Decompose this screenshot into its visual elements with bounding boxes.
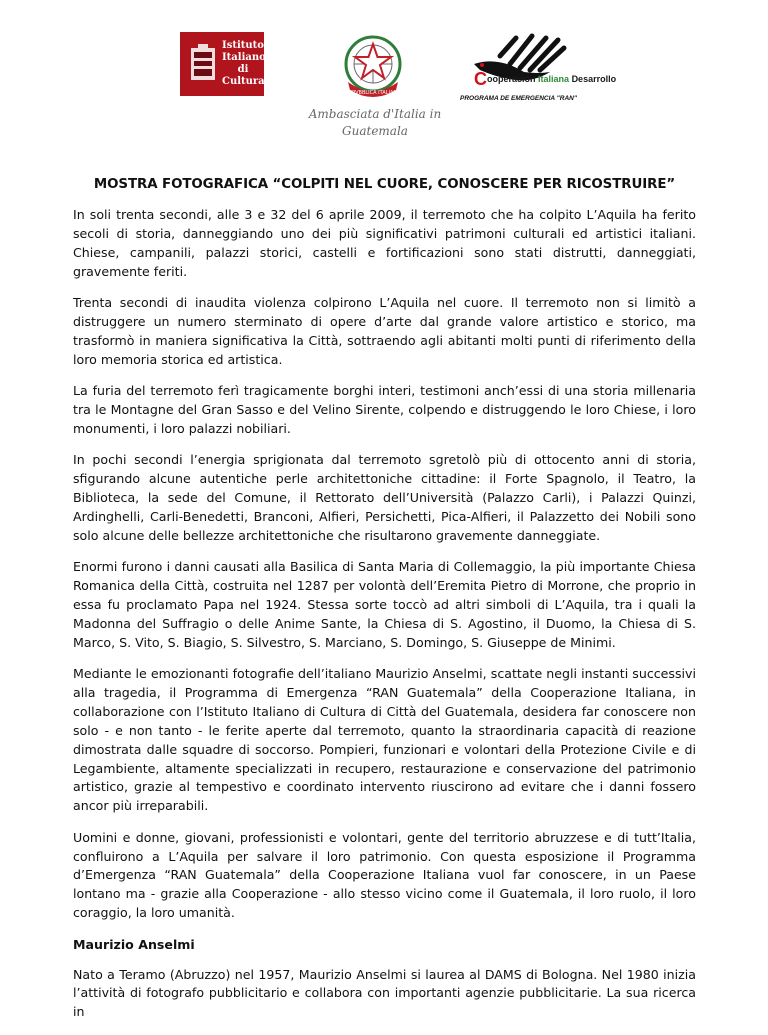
paragraph: Enormi furono i danni causati alla Basilica di Santa Maria di Collemaggio, la più importante Chiesa Romanica della Città, costruita nel 1287 per volontà dell’Eremita Pietro di Morrone, che proprio in essa fu proclamato Papa nel 1924. Stessa sorte toccò ad altri simboli di L’Aquila, tra i quali la Madonna del Suffragio o delle Anime Sante, la Chiesa di S. Agostino, il Duomo, la Chiesa di S. Marco, S. Vito, S. Biagio, S. Silvestro, S. Marciano, S. Domingo, S. Giuseppe de Minimi.: [73, 559, 696, 650]
iic-line: Cultura: [222, 76, 265, 87]
istituto-italiano-cultura-logo: [180, 32, 264, 96]
embassy-signature: [300, 106, 450, 140]
paragraph: In pochi secondi l’energia sprigionata dal terremoto sgretolò più di ottocento anni di storia, sfigurando alcune autentiche perle architettoniche cittadine: il Forte Spagnolo, il Teatro, la Biblioteca, la sede del Comune, il Rettorato dell’Università (Palazzo Carli), i Palazzi Quinzi, Ardinghelli, Carli-Benedetti, Branconi, Alfieri, Persichetti, Pica-Alfieri, il Palazzetto dei Nobili sono solo alcune delle bellezze architettoniche che risultarono gravemente danneggiate.: [73, 452, 696, 543]
paragraph: Uomini e donne, giovani, professionisti e volontari, gente del territorio abruzzese e di tutt’Italia, confluirono a L’Aquila per salvare il loro patrimonio. Con questa esposizione il Programma d’Emergenza “RAN Guatemala” della Cooperazione Italiana vuol far conoscere, in un Paese lontano ma - grazie alla Cooperazione - allo stesso vicino come il Guatemala, il loro ruolo, il loro coraggio, la loro umanità.: [73, 829, 696, 921]
iic-logo-text: [222, 40, 264, 88]
paragraph: Trenta secondi di inaudita violenza colpirono L’Aquila nel cuore. Il terremoto non si limitò a distruggere un numero sterminato di opere d’arte dal grande valore artistico e storico, ma trasformò in maniera significativa la Città, sottraendo agli abitanti molti punti di riferimento della loro memoria storica ed artistica.: [73, 295, 696, 367]
italian-republic-emblem-icon: [338, 30, 408, 102]
iic-line: Italiano: [222, 52, 266, 63]
paragraph: Nato a Teramo (Abruzzo) nel 1957, Maurizio Anselmi si laurea al DAMS di Bologna. Nel 1980 inizia l’attività di fotografo pubblicitario e collabora con importanti agenzie pubblicitarie. La sua ricerca in: [73, 966, 696, 1020]
paragraph: In soli trenta secondi, alle 3 e 32 del 6 aprile 2009, il terremoto che ha colpito L’Aquila ha ferito secoli di storia, danneggiando uno dei più significativi patrimoni culturali ed artistici italiani. Chiese, campanili, palazzi storici, castelli e fortificazioni sono stati distrutti, danneggiati, gravemente feriti.: [73, 207, 696, 279]
cooperacion-italiana-wordmark: [474, 69, 616, 90]
coop-word-desarrollo: Desarrollo: [571, 74, 617, 84]
embassy-line-1: Ambasciata d'Italia in: [308, 107, 442, 121]
coop-c-letter: C: [474, 69, 487, 89]
document-body: [73, 176, 696, 1035]
coop-word-top: ooperación: [487, 74, 536, 84]
iic-line: Istituto: [222, 40, 264, 51]
emblem-ring-text: REPVBBLICA ITALIANA: [345, 90, 401, 96]
document-title: MOSTRA FOTOGRAFICA “COLPITI NEL CUORE, CONOSCERE PER RICOSTRUIRE”: [93, 177, 676, 192]
embassy-line-2: Guatemala: [342, 124, 408, 138]
coop-program-label: PROGRAMA DE EMERGENCIA "RAN": [460, 95, 577, 102]
section-heading: Maurizio Anselmi: [73, 936, 195, 952]
iic-line: di: [237, 64, 249, 75]
header-logos: [0, 0, 768, 165]
paragraph: La furia del terremoto ferì tragicamente borghi interi, testimoni anch’essi di una storia millenaria tra le Montagne del Gran Sasso e del Velino Sirente, colpendo e distruggendo le loro Chiese, i loro monumenti, i loro palazzi nobiliari.: [73, 383, 696, 436]
coop-word-italiana: Italiana: [538, 74, 570, 84]
iic-emblem-icon: [188, 42, 218, 86]
paragraph: Mediante le emozionanti fotografie dell’italiano Maurizio Anselmi, scattate negli instanti successivi alla tragedia, il Programma di Emergenza “RAN Guatemala” della Cooperazione Italiana, in collaborazione con l’Istituto Italiano di Cultura di Città del Guatemala, desidera far conoscere non solo - e non tanto - le ferite aperte dal terremoto, quanto la straordinaria capacità di reazione dimostrata dalle squadre di soccorso. Pompieri, funzionari e volontari della Protezione Civile e di Legambiente, altamente specializzati in recupero, restaurazione e conservazione del patrimonio artistico, grazie al tempestivo e coordinato intervento riuscirono ad evitare che i danni fossero ancor più irreparabili.: [73, 665, 696, 814]
